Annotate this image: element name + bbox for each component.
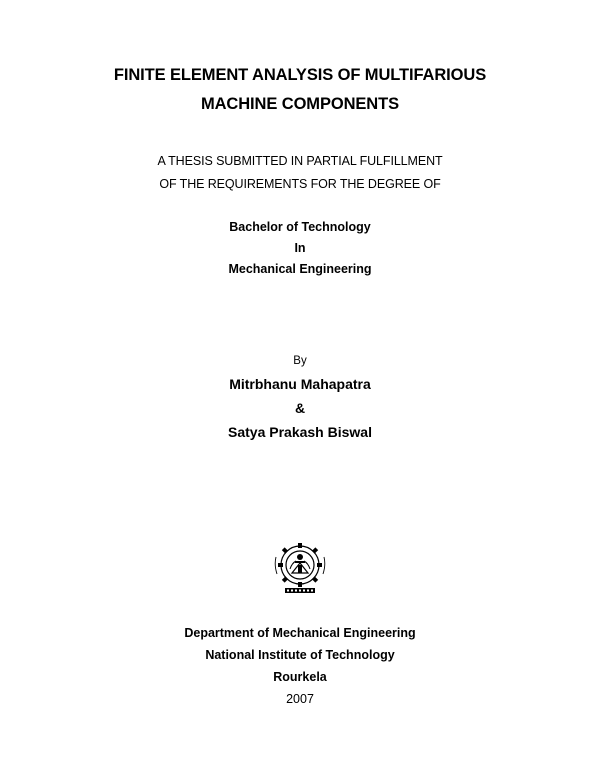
degree-connector: In bbox=[294, 241, 306, 255]
thesis-statement-line-1: A THESIS SUBMITTED IN PARTIAL FULFILLMENT bbox=[157, 154, 443, 168]
institute-city: Rourkela bbox=[273, 670, 327, 684]
degree-name: Bachelor of Technology bbox=[229, 220, 371, 234]
thesis-year: 2007 bbox=[286, 692, 314, 706]
author-1: Mitrbhanu Mahapatra bbox=[229, 376, 371, 392]
author-2: Satya Prakash Biswal bbox=[228, 424, 372, 440]
author-connector: & bbox=[294, 400, 306, 416]
thesis-statement-line-2: OF THE REQUIREMENTS FOR THE DEGREE OF bbox=[159, 177, 441, 191]
department-name: Department of Mechanical Engineering bbox=[184, 626, 416, 640]
by-label: By bbox=[293, 355, 307, 367]
institute-emblem-icon bbox=[274, 541, 326, 595]
title-line-1: FINITE ELEMENT ANALYSIS OF MULTIFARIOUS bbox=[113, 66, 487, 84]
degree-field: Mechanical Engineering bbox=[228, 262, 372, 276]
institute-name: National Institute of Technology bbox=[205, 648, 395, 662]
title-line-2: MACHINE COMPONENTS bbox=[200, 95, 400, 113]
